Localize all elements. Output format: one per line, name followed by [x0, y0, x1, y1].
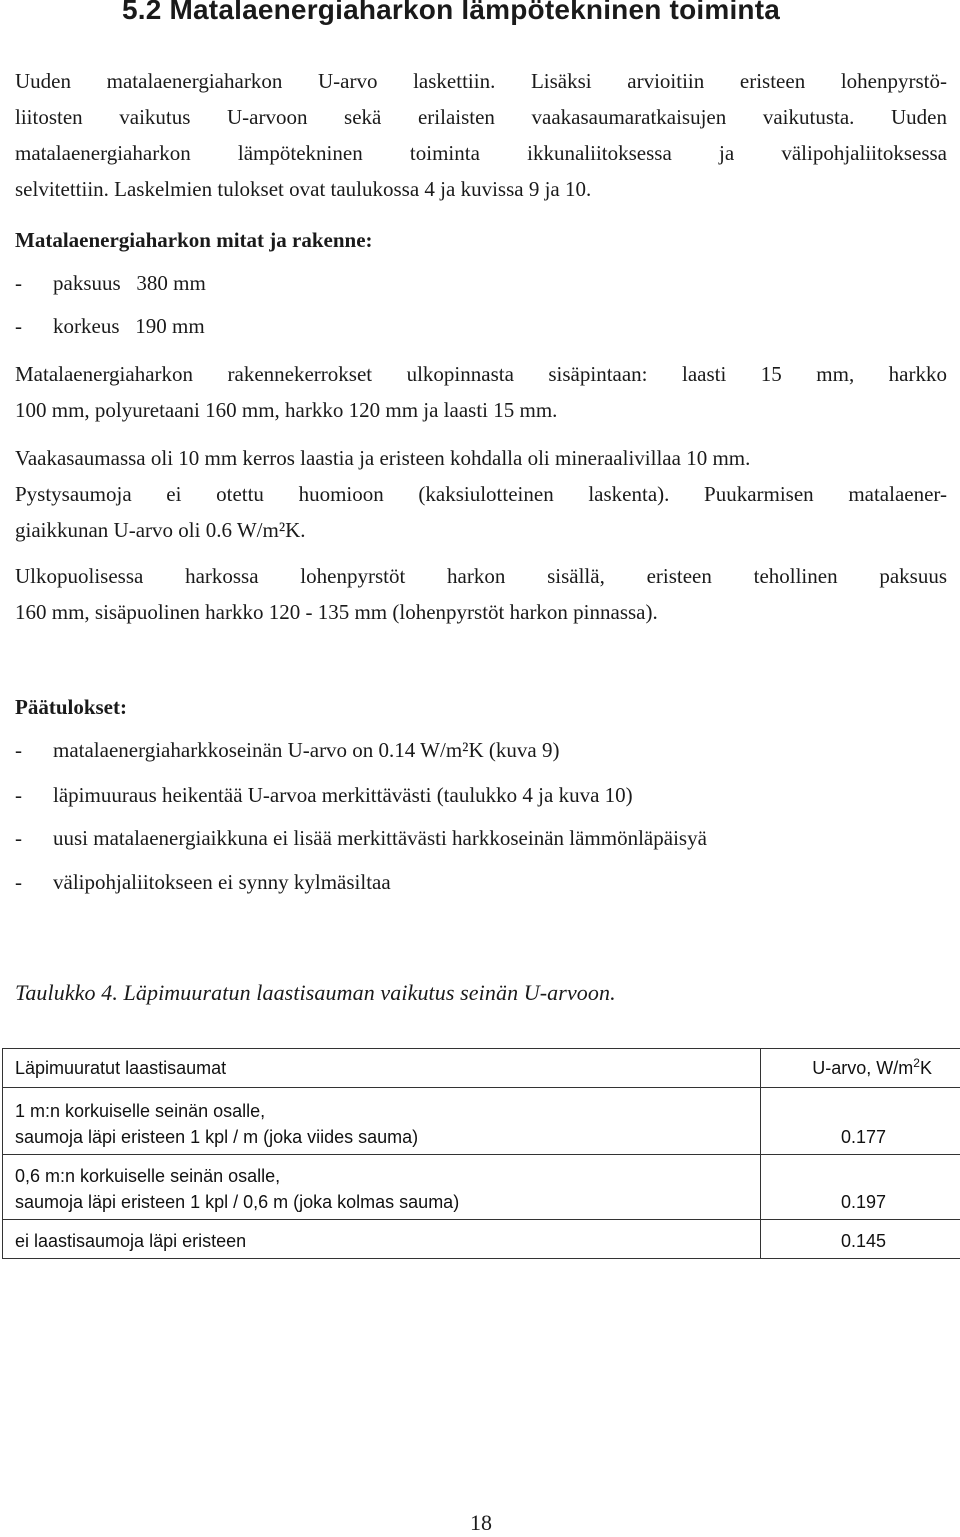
cell-value: 0.197 — [840, 1192, 886, 1212]
bullet-dash: - — [15, 314, 22, 338]
section-heading: 5.2 Matalaenergiaharkon lämpötekninen toiminta — [122, 0, 781, 25]
cell-line: saumoja läpi eristeen 1 kpl / 0,6 m (joka kolmas sauma) — [15, 1192, 460, 1212]
bullet-dash: - — [15, 870, 22, 894]
dimension-text: paksuus 380 mm — [53, 271, 206, 295]
header-unit-superscript: 2 — [913, 1055, 920, 1070]
result-item — [15, 820, 707, 856]
page-number: 18 — [470, 1510, 492, 1535]
result-item — [15, 777, 633, 813]
table-caption: Taulukko 4. Läpimuuratun laastisauman vaikutus seinän U-arvoon. — [15, 980, 616, 1005]
table-header-cell: Läpimuuratut laastisaumat — [3, 1049, 761, 1088]
dimension-item — [15, 308, 205, 344]
dimension-item — [15, 265, 206, 301]
table-cell — [3, 1155, 761, 1220]
result-text: uusi matalaenergiaikkuna ei lisää merkittävästi harkkoseinän lämmönläpäisyä — [53, 826, 707, 850]
table-value-cell — [761, 1088, 960, 1155]
dimensions-heading: Matalaenergiaharkon mitat ja rakenne: — [15, 228, 373, 252]
table-row — [3, 1088, 960, 1155]
table-value-cell — [761, 1220, 960, 1259]
table-header-row — [3, 1049, 960, 1088]
layers-paragraph — [15, 356, 947, 428]
result-text: välipohjaliitokseen ei synny kylmäsiltaa — [53, 870, 391, 894]
text-line: 160 mm, sisäpuolinen harkko 120 - 135 mm (lohenpyrstöt harkon pinnassa). — [15, 600, 658, 624]
joint-paragraph — [15, 440, 947, 548]
text-line: liitosten vaikutus U-arvoon sekä erilaisten vaakasaumaratkaisujen vaikutusta. Uuden — [15, 105, 947, 129]
text-line: selvitettiin. Laskelmien tulokset ovat taulukossa 4 ja kuvissa 9 ja 10. — [15, 177, 592, 201]
text-line: Ulkopuolisessa harkossa lohenpyrstöt harkon sisällä, eristeen tehollinen paksuus — [15, 564, 947, 588]
text-line: Pystysaumoja ei otettu huomioon (kaksiulotteinen laskenta). Puukarmisen matalaener- — [15, 482, 947, 506]
result-item — [15, 732, 559, 768]
dimension-text: korkeus 190 mm — [53, 314, 205, 338]
results-heading: Päätulokset: — [15, 695, 127, 719]
text-line: Uuden matalaenergiaharkon U-arvo laskettiin. Lisäksi arvioitiin eristeen lohenpyrstö- — [15, 69, 947, 93]
table-row — [3, 1155, 960, 1220]
text-line: Matalaenergiaharkon rakennekerrokset ulkopinnasta sisäpintaan: laasti 15 mm, harkko — [15, 362, 947, 386]
cell-line: ei laastisaumoja läpi eristeen — [15, 1231, 247, 1251]
dovetail-paragraph — [15, 558, 947, 630]
result-text: läpimuuraus heikentää U-arvoa merkittävästi (taulukko 4 ja kuva 10) — [53, 783, 633, 807]
intro-paragraph — [15, 63, 947, 207]
cell-line: saumoja läpi eristeen 1 kpl / m (joka viides sauma) — [15, 1127, 419, 1147]
bullet-dash: - — [15, 271, 22, 295]
result-text: matalaenergiaharkkoseinän U-arvo on 0.14 W/m²K (kuva 9) — [53, 738, 560, 762]
cell-value: 0.177 — [840, 1127, 886, 1147]
text-line: Vaakasaumassa oli 10 mm kerros laastia ja eristeen kohdalla oli mineraalivillaa 10 mm. — [15, 446, 751, 470]
table-header-cell — [761, 1049, 960, 1088]
table-cell — [3, 1088, 761, 1155]
bullet-dash: - — [15, 738, 22, 762]
result-item — [15, 864, 391, 900]
cell-line: 1 m:n korkuiselle seinän osalle, — [15, 1101, 266, 1121]
bullet-dash: - — [15, 783, 22, 807]
header-unit-text: U-arvo, W/m — [812, 1057, 914, 1078]
table-cell — [3, 1220, 761, 1259]
header-unit-tail: K — [919, 1057, 932, 1078]
cell-value: 0.145 — [840, 1231, 886, 1251]
text-line: giaikkunan U-arvo oli 0.6 W/m²K. — [15, 518, 306, 542]
table-row — [3, 1220, 960, 1259]
bullet-dash: - — [15, 826, 22, 850]
text-line: matalaenergiaharkon lämpötekninen toiminta ikkunaliitoksessa ja välipohjaliitoksessa — [15, 141, 947, 165]
results-table — [2, 1048, 960, 1259]
table-value-cell — [761, 1155, 960, 1220]
document-page — [15, 0, 947, 1537]
text-line: 100 mm, polyuretaani 160 mm, harkko 120 mm ja laasti 15 mm. — [15, 398, 558, 422]
cell-line: 0,6 m:n korkuiselle seinän osalle, — [15, 1166, 281, 1186]
